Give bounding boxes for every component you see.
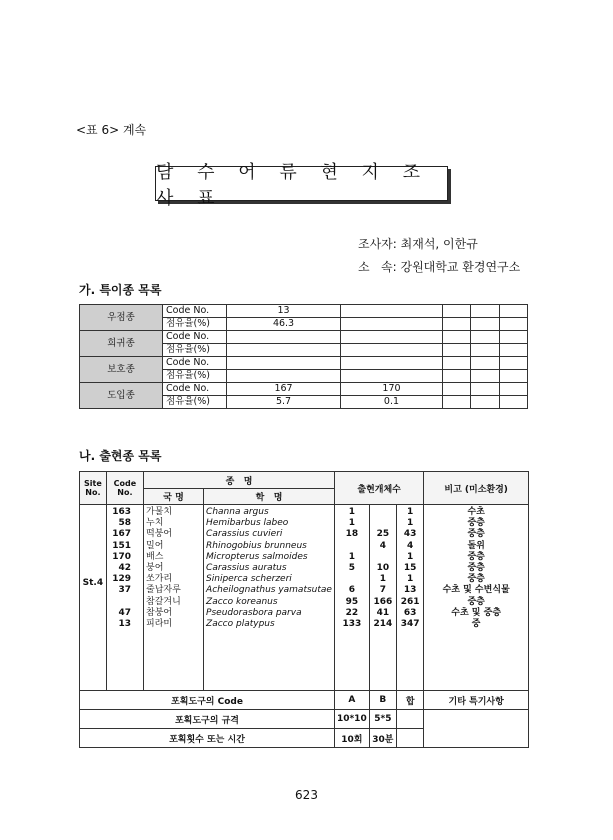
species-korean-value: 참갈겨니 xyxy=(146,596,181,607)
species-a-value: 22 xyxy=(345,607,359,618)
species-a-value: 18 xyxy=(345,529,359,540)
gear-a: A xyxy=(334,691,369,710)
note-column xyxy=(424,505,529,691)
special-ratio-cell xyxy=(471,370,499,383)
special-ratio-cell xyxy=(471,344,499,357)
species-scientific-value: Rhinogobius brunneus xyxy=(206,540,307,551)
special-ratio-cell xyxy=(499,370,527,383)
special-code-cell xyxy=(499,305,527,318)
species-korean-value: 쏘가리 xyxy=(146,574,173,585)
code-no-label: Code No. xyxy=(163,305,227,318)
species-total-value: 347 xyxy=(400,618,420,629)
table-caption: <표 6> 계속 xyxy=(76,123,147,137)
species-b-value: 25 xyxy=(376,529,390,540)
species-total-value: 1 xyxy=(407,551,414,562)
page-number: 623 xyxy=(295,788,318,802)
species-scientific-value: Carassius auratus xyxy=(206,562,287,573)
observed-species-table xyxy=(79,471,529,748)
species-korean-value: 밀어 xyxy=(146,540,164,551)
special-row xyxy=(80,305,528,318)
spec-total xyxy=(397,710,424,729)
species-b-value xyxy=(372,552,394,563)
spec-a: 10*10 xyxy=(334,710,369,729)
special-code-cell xyxy=(471,383,499,396)
species-code-value: 170 xyxy=(112,551,132,562)
species-note-value: 중층 xyxy=(467,562,485,573)
species-korean-value: 줄납자루 xyxy=(146,585,181,596)
species-code-value: 37 xyxy=(118,585,132,596)
count-total-column xyxy=(397,505,424,691)
remark-cell xyxy=(424,710,529,748)
species-scientific-value: Hemibarbus labeo xyxy=(206,518,289,529)
species-a-value: 6 xyxy=(348,585,355,596)
species-b-value: 4 xyxy=(379,540,386,551)
special-row xyxy=(80,357,528,370)
investigator-label: 조사자: xyxy=(358,237,397,251)
header-count: 출현개체수 xyxy=(334,472,423,505)
header-site: Site No. xyxy=(80,472,107,505)
special-ratio-cell xyxy=(499,344,527,357)
remark-label: 기타 특기사항 xyxy=(424,691,529,710)
species-scientific-value: Micropterus salmoides xyxy=(206,551,308,562)
section-observed-species: 나. 출현종 목록 xyxy=(79,449,162,463)
code-no-label: Code No. xyxy=(163,331,227,344)
section-special-species: 가. 특이종 목록 xyxy=(79,283,162,297)
special-group-label: 희귀종 xyxy=(80,331,163,357)
special-code-cell xyxy=(227,331,341,344)
special-code-cell xyxy=(499,331,527,344)
species-scientific-value: Channa argus xyxy=(206,507,269,517)
species-total-value: 63 xyxy=(403,607,417,618)
species-code-value: 163 xyxy=(112,507,132,517)
species-code-value: 129 xyxy=(112,574,132,585)
species-total-value: 4 xyxy=(407,540,414,551)
special-row xyxy=(80,331,528,344)
special-code-cell xyxy=(442,331,470,344)
species-total-value: 13 xyxy=(403,585,417,596)
special-code-cell: 170 xyxy=(341,383,443,396)
investigator-line xyxy=(358,235,478,252)
species-b-value xyxy=(372,518,394,529)
special-species-table xyxy=(79,304,528,409)
species-b-value: 7 xyxy=(379,585,386,596)
species-a-value: 95 xyxy=(345,596,359,607)
special-code-cell xyxy=(442,357,470,370)
species-b-value xyxy=(372,507,394,518)
investigator-names: 최재석, 이한규 xyxy=(400,237,478,251)
species-a-value: 1 xyxy=(348,518,355,529)
species-a-value: 1 xyxy=(348,551,355,562)
special-ratio-cell xyxy=(227,370,341,383)
affiliation-line xyxy=(358,258,520,275)
affiliation-name: 강원대학교 환경연구소 xyxy=(400,260,521,274)
header-korean-name: 국 명 xyxy=(144,489,204,505)
species-code-value: 58 xyxy=(118,518,132,529)
species-korean-value: 가물치 xyxy=(146,507,173,517)
species-scientific-value: Acheilognathus yamatsutae xyxy=(206,585,332,596)
special-ratio-cell: 46.3 xyxy=(227,318,341,331)
species-code-value: 151 xyxy=(112,540,132,551)
species-total-value: 1 xyxy=(407,518,414,529)
species-note-value: 중층 xyxy=(467,518,485,529)
species-korean-value: 떡붕어 xyxy=(146,529,173,540)
species-code-value: 167 xyxy=(112,529,132,540)
species-note-value: 수초 xyxy=(467,507,485,517)
effort-a: 10회 xyxy=(334,729,369,748)
species-total-value: 1 xyxy=(407,507,414,517)
species-korean-value: 붕어 xyxy=(146,562,164,573)
species-a-value xyxy=(337,574,367,585)
special-code-cell: 13 xyxy=(227,305,341,318)
header-note: 비고 (미소환경) xyxy=(424,472,529,505)
species-scientific-value: Pseudorasbora parva xyxy=(206,607,302,618)
special-ratio-cell: 5.7 xyxy=(227,396,341,409)
species-b-value: 41 xyxy=(376,607,390,618)
species-note-value: 중층 xyxy=(467,596,485,607)
special-group-label: 보호종 xyxy=(80,357,163,383)
special-code-cell xyxy=(499,357,527,370)
species-code-value xyxy=(109,597,131,608)
korean-name-column xyxy=(144,505,204,691)
special-code-cell xyxy=(471,305,499,318)
species-code-value: 47 xyxy=(118,607,132,618)
header-code: Code No. xyxy=(106,472,143,505)
special-ratio-cell: 0.1 xyxy=(341,396,443,409)
scientific-name-column xyxy=(204,505,335,691)
species-a-value: 133 xyxy=(342,618,362,629)
special-code-cell xyxy=(442,305,470,318)
document-title: 담 수 어 류 현 지 조 사 표 xyxy=(155,166,448,201)
special-ratio-cell xyxy=(499,318,527,331)
special-code-cell xyxy=(227,357,341,370)
species-note-value: 중층 xyxy=(467,529,485,540)
affiliation-label: 소 속: xyxy=(358,260,397,274)
special-ratio-cell xyxy=(442,396,470,409)
species-scientific-value: Zacco koreanus xyxy=(206,596,278,607)
special-ratio-cell xyxy=(341,344,443,357)
species-scientific-value: Siniperca scherzeri xyxy=(206,574,292,585)
gear-spec-label: 포획도구의 규격 xyxy=(80,710,335,729)
species-a-value: 1 xyxy=(348,507,355,517)
code-no-label: Code No. xyxy=(163,357,227,370)
special-ratio-cell xyxy=(341,318,443,331)
species-note-value: 수초 및 중층 xyxy=(451,607,502,618)
effort-b: 30분 xyxy=(369,729,396,748)
species-code-value: 13 xyxy=(118,618,132,629)
species-total-value: 261 xyxy=(400,596,420,607)
header-scientific-name: 학 명 xyxy=(204,489,335,505)
ratio-label: 점유율(%) xyxy=(163,344,227,357)
species-korean-value: 참붕어 xyxy=(146,607,173,618)
species-b-value: 214 xyxy=(373,618,393,629)
gear-total: 합 xyxy=(397,691,424,710)
species-korean-value: 피라미 xyxy=(146,618,173,629)
species-a-value xyxy=(337,541,367,552)
ratio-label: 점유율(%) xyxy=(163,370,227,383)
special-code-cell xyxy=(341,331,443,344)
spec-b: 5*5 xyxy=(369,710,396,729)
gear-b: B xyxy=(369,691,396,710)
special-ratio-cell xyxy=(341,370,443,383)
species-b-value: 10 xyxy=(376,562,390,573)
species-a-value: 5 xyxy=(348,562,355,573)
species-note-value: 수초 및 수변식물 xyxy=(442,585,510,596)
species-total-value: 1 xyxy=(407,574,414,585)
species-scientific-value: Zacco platypus xyxy=(206,618,275,629)
count-b-column xyxy=(369,505,396,691)
species-scientific-value: Carassius cuvieri xyxy=(206,529,283,540)
special-row xyxy=(80,383,528,396)
special-code-cell xyxy=(341,305,443,318)
ratio-label: 점유율(%) xyxy=(163,396,227,409)
special-code-cell xyxy=(442,383,470,396)
special-ratio-cell xyxy=(499,396,527,409)
species-b-value: 1 xyxy=(379,574,386,585)
special-code-cell xyxy=(499,383,527,396)
effort-label: 포획횟수 또는 시간 xyxy=(80,729,335,748)
gear-code-label: 포획도구의 Code xyxy=(80,691,335,710)
species-note-value: 중 xyxy=(471,618,481,629)
site-cell: St.4 xyxy=(80,505,107,691)
code-no-label: Code No. xyxy=(163,383,227,396)
species-note-value: 중층 xyxy=(467,551,485,562)
special-ratio-cell xyxy=(442,370,470,383)
special-ratio-cell xyxy=(227,344,341,357)
species-b-value: 166 xyxy=(373,596,393,607)
special-code-cell: 167 xyxy=(227,383,341,396)
special-code-cell xyxy=(471,331,499,344)
special-ratio-cell xyxy=(471,318,499,331)
special-ratio-cell xyxy=(442,318,470,331)
special-group-label: 우점종 xyxy=(80,305,163,331)
species-korean-value: 누치 xyxy=(146,518,164,529)
species-code-value: 42 xyxy=(118,562,132,573)
effort-total xyxy=(397,729,424,748)
species-total-value: 43 xyxy=(403,529,417,540)
special-code-cell xyxy=(341,357,443,370)
ratio-label: 점유율(%) xyxy=(163,318,227,331)
count-a-column xyxy=(334,505,369,691)
species-korean-value: 배스 xyxy=(146,551,164,562)
special-group-label: 도입종 xyxy=(80,383,163,409)
species-note-value: 돌위 xyxy=(467,540,485,551)
code-column xyxy=(106,505,143,691)
header-species: 종 명 xyxy=(144,472,335,489)
species-note-value: 중층 xyxy=(467,574,485,585)
special-ratio-cell xyxy=(442,344,470,357)
species-total-value: 15 xyxy=(403,562,417,573)
special-ratio-cell xyxy=(471,396,499,409)
special-code-cell xyxy=(471,357,499,370)
